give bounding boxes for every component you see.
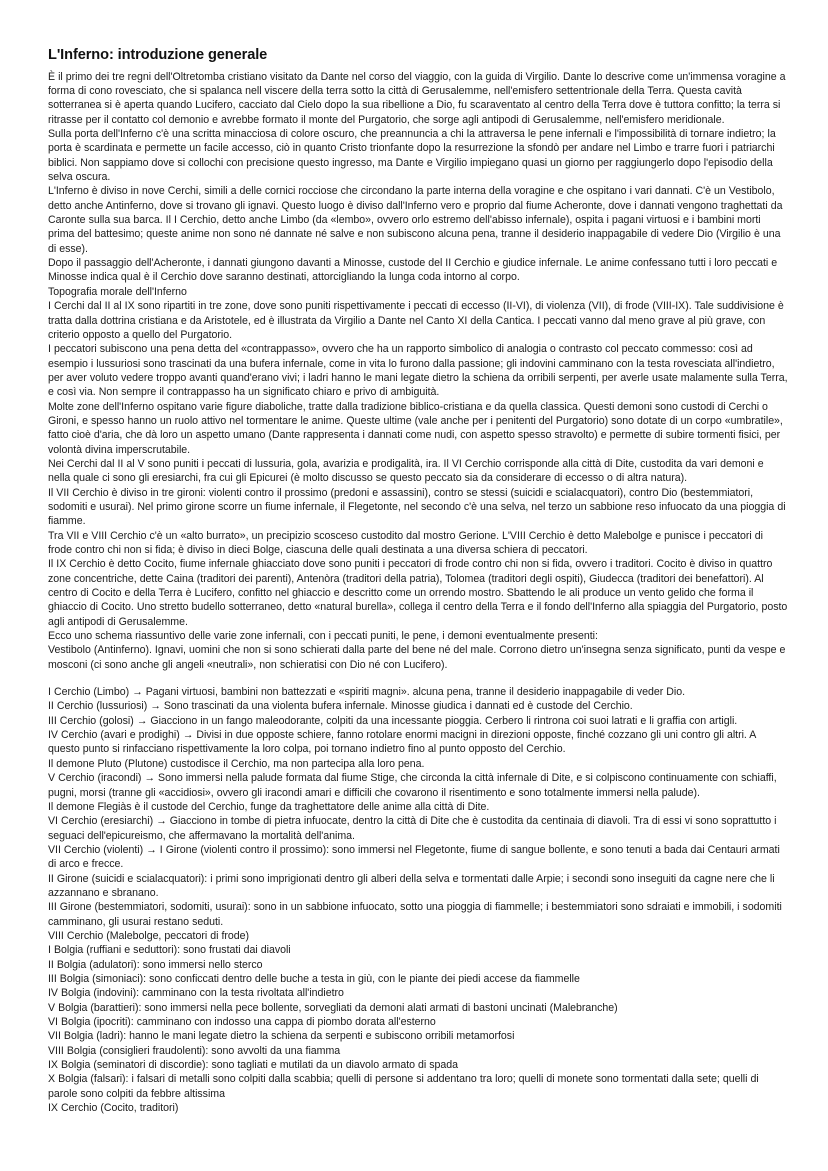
schema-entry: V Bolgia (barattieri): sono immersi nella pece bollente, sorvegliati da demoni alati armati di bastoni uncinati (Malebranche) [48,1001,618,1014]
body-paragraph: Il IX Cerchio è detto Cocito, fiume infernale ghiacciato dove sono puniti i peccatori di frode contro chi non si fida, ovvero i traditori. Cocito è diviso in quattro zone concentriche, dette Caina (traditori dei parenti), Antenòra (traditori della patria), Tolomea (traditori degli ospiti), Giudecca (traditori dei benefattori). Al centro di Cocito e della Terra è Lucifero, confitto nel ghiaccio e descritto come un orrendo mostro. Sbattendo le ali produce un vento gelido che forma il ghiaccio di Cocito. Uno stretto budello sotterraneo, detto «natural burella», collega il centro della Terra e il fondo dell'Inferno alla spiaggia del Purgatorio, posto agli antipodi di Gerusalemme. [48,558,788,628]
schema-entry: VI Bolgia (ipocriti): camminano con indosso una cappa di piombo dorata all'esterno [48,1016,436,1029]
body-paragraph: Il VII Cerchio è diviso in tre gironi: violenti contro il prossimo (predoni e assassini), contro se stessi (suicidi e scialacquatori), contro Dio (bestemmiatori, sodomiti e usurai). Nel primo girone scorre un fiume infernale, il Flegetonte, nel secondo c'è una selva, nel terzo un sabbione reso infuocato da una pioggia di fiamme. [48,486,786,528]
section-spacer [48,672,788,685]
body-paragraph: L'Inferno è diviso in nove Cerchi, simili a delle cornici rocciose che circondano la parte interna della voragine e che ospitano i vari dannati. C'è un Vestibolo, detto anche Antinferno, dove si trovano gli ignavi. Questo luogo è diviso dall'Inferno vero e proprio dal fiume Acheronte, dove i dannati vengono traghettati da Caronte sulla sua barca. Il I Cerchio, detto anche Limbo (da «lembo», ovvero orlo estremo dell'abisso infernale), ospita i pagani virtuosi e i bambini morti prima del battesimo; queste anime non sono né dannate né salve e non subiscono alcuna pena, tranne il desiderio inappagabile di vedere Dio (Virgilio è una di esse). [48,185,783,255]
body-paragraph: È il primo dei tre regni dell'Oltretomba cristiano visitato da Dante nel corso del viaggio, con la guida di Virgilio. Dante lo descrive come un'immensa voragine a forma di cono rovesciato, che si spalanca nell viscere della terra sotto la città di Gerusalemme, nell'emisfero settentrionale della Terra. Questa cavità sotterranea si è aperta quando Lucifero, cacciato dal Cielo dopo la sua ribellione a Dio, fu scaraventato al centro della Terra dove è tuttora confitto; la terra si ritrasse per il contatto col demonio e avrebbe formato il monte del Purgatorio, che sorge agli antipodi di Gerusalemme, nell'emisfero meridionale. [48,70,786,126]
schema-entry: IX Cerchio (Cocito, traditori) [48,1102,179,1115]
body-paragraph: Nei Cerchi dal II al V sono puniti i peccati di lussuria, gola, avarizia e prodigalità, ira. Il VI Cerchio corrisponde alla città di Dite, custodita da vari demoni e nella quale ci sono gli eresiarchi, fra cui gli Epicurei (è molto discusso se questo peccato sia da considerare di eccesso o di altra natura). [48,457,764,485]
schema-entry: VIII Bolgia (consiglieri fraudolenti): sono avvolti da una fiamma [48,1044,341,1057]
body-paragraph: Vestibolo (Antinferno). Ignavi, uomini che non si sono schierati dalla parte del bene né del male. Corrono dietro un'insegna senza significato, punti da vespe e mosconi (ci sono anche gli angeli «neutrali», non schieratisi con Dio né con Lucifero). [48,644,786,671]
schema-entry: I Bolgia (ruffiani e seduttori): sono frustati dai diavoli [48,944,291,957]
body-paragraph: I Cerchi dal II al IX sono ripartiti in tre zone, dove sono puniti rispettivamente i peccati di eccesso (II-VI), di violenza (VII), di frode (VIII-IX). Tale suddivisione è tratta dalla dottrina cristiana e da Aristotele, ed è illustrata da Virgilio a Dante nel Canto XI della Cantica. I peccati vanno dal meno grave al più grave, con criterio opposto a quello del Purgatorio. [48,300,784,341]
schema-entry: Il demone Pluto (Plutone) custodisce il Cerchio, ma non partecipa alla loro pena. [48,757,425,770]
schema-entry: VI Cerchio (eresiarchi) → Giacciono in tombe di pietra infuocate, dentro la città di Dite che è custodita da centinaia di diavoli. Tra di essi vi sono soprattutto i seguaci dell'epicureismo, che affermavano la mortalità dell'anima. [48,815,777,842]
intro-paragraphs [48,70,788,672]
schema-entry: IX Bolgia (seminatori di discordie): sono tagliati e mutilati da un diavolo armato di spada [48,1059,459,1072]
schema-entry: VII Bolgia (ladri): hanno le mani legate dietro la schiena da serpenti e subiscono orribili metamorfosi [48,1030,515,1043]
schema-entry: I Cerchio (Limbo) → Pagani virtuosi, bambini non battezzati e «spiriti magni». alcuna pena, tranne il desiderio inappagabile di veder Dio. [48,686,685,699]
schema-entry: VIII Cerchio (Malebolge, peccatori di frode) [48,929,249,942]
schema-entry: III Bolgia (simoniaci): sono conficcati dentro delle buche a testa in giù, con le piante dei piedi accese da fiammelle [48,972,580,985]
body-paragraph: Molte zone dell'Inferno ospitano varie figure diaboliche, tratte dalla tradizione biblico-cristiana e da quella classica. Questi demoni sono custodi di Cerchi o Gironi, e spesso hanno un ruolo attivo nel tormentare le anime. Queste ultime (vale anche per i penitenti del Purgatorio) sono dotate di un corpo «umbratile», fatto cioè d'aria, che dà loro un aspetto umano (Dante rappresenta i dannati come nudi, con aspetto spesso stravolto) e permette di subire tormenti fisici, per volontà divina imperscrutabile. [48,400,783,456]
schema-entry: Il demone Flegiàs è il custode del Cerchio, funge da traghettatore delle anime alla città di Dite. [48,800,490,813]
schema-paragraphs [48,685,788,1115]
schema-entry: III Cerchio (golosi) → Giacciono in un fango maleodorante, colpiti da una incessante pioggia. Cerbero li rintrona coi suoi latrati e li graffia con artigli. [48,714,738,727]
body-paragraph: Ecco uno schema riassuntivo delle varie zone infernali, con i peccati puniti, le pene, i demoni eventualmente presenti: [48,630,598,643]
page-title: L'Inferno: introduzione generale [48,47,268,63]
schema-entry: IV Bolgia (indovini): camminano con la testa rivoltata all'indietro [48,987,344,1000]
body-paragraph: Topografia morale dell'Inferno [48,285,187,298]
body-paragraph: Dopo il passaggio dell'Acheronte, i dannati giungono davanti a Minosse, custode del II Cerchio e giudice infernale. Le anime confessano tutti i loro peccati e Minosse indica qual è il Cerchio dove saranno destinati, attorcigliando la lunga coda intorno al corpo. [48,257,778,284]
schema-entry: IV Cerchio (avari e prodighi) → Divisi in due opposte schiere, fanno rotolare enormi macigni in direzioni opposte, finché cozzano gli uni contro gli altri. A questo punto si rinfacciano rispettivamente la loro colpa, poi tornano indietro fino al punto opposto del Cerchio. [48,729,756,756]
body-paragraph: Sulla porta dell'Inferno c'è una scritta minacciosa di colore oscuro, che preannuncia a chi la attraversa le pene infernali e l'impossibilità di tornare indietro; la porta è scardinata e permette un facile accesso, ciò in quanto Cristo trionfante dopo la resurrezione la sfondò per andare nel Limbo e trarre fuori i patriarchi biblici. Non sappiamo dove si collochi con precisione questo ingresso, ma Dante e Virgilio impiegano quasi un giorno per raggiungerlo dopo l'episodio della selva oscura. [48,128,776,184]
schema-entry: III Girone (bestemmiatori, sodomiti, usurai): sono in un sabbione infuocato, sotto una pioggia di fiammelle; i bestemmiatori sono sdraiati e immobili, i sodomiti camminano, gli usurai restano seduti. [48,901,782,928]
body-paragraph: I peccatori subiscono una pena detta del «contrappasso», ovvero che ha un rapporto simbolico di analogia o contrasto col peccato commesso: così ad esempio i lussuriosi sono trascinati da una bufera infernale, come in vita lo furono dalla passione; gli indovini camminano con la testa rovesciata all'indietro, per aver voluto vedere troppo avanti quand'erano vivi; i ladri hanno le mani legate dietro la schiena da orribili serpenti, per averle usate malamente sulla Terra, e così via. Non sempre il contrappasso ha un significato chiaro e privo di ambiguità. [48,343,788,399]
schema-entry: V Cerchio (iracondi) → Sono immersi nella palude formata dal fiume Stige, che circonda la città infernale di Dite, e si colpiscono continuamente con schiaffi, pugni, morsi (tranne gli «accidiosi», ovvero gli iracondi amari e difficili che covarono il risentimento e sono totalmente immersi nella palude). [48,772,777,799]
schema-entry: II Girone (suicidi e scialacquatori): i primi sono imprigionati dentro gli alberi della selva e tormentati dalle Arpie; i secondi sono inseguiti da cagne nere che li azzannano e sbranano. [48,872,775,899]
schema-entry: X Bolgia (falsari): i falsari di metalli sono colpiti dalla scabbia; quelli di persone si addentano tra loro; quelli di monete sono tormentati dalla sete; quelli di parole sono colpiti da febbre altissima [48,1073,759,1100]
body-paragraph: Tra VII e VIII Cerchio c'è un «alto burrato», un precipizio scosceso custodito dal mostro Gerione. L'VIII Cerchio è detto Malebolge e punisce i peccatori di frode contro chi non si fida; è diviso in dieci Bolge, ciascuna delle quali destinata a una diversa schiera di peccatori. [48,529,763,557]
schema-entry: VII Cerchio (violenti) → I Girone (violenti contro il prossimo): sono immersi nel Flegetonte, fiume di sangue bollente, e sono tenuti a bada dai Centauri armati di arco e frecce. [48,843,780,871]
schema-entry: II Bolgia (adulatori): sono immersi nello sterco [48,958,263,971]
schema-entry: II Cerchio (lussuriosi) → Sono trascinati da una violenta bufera infernale. Minosse giudica i dannati ed è custode del Cerchio. [48,700,633,713]
